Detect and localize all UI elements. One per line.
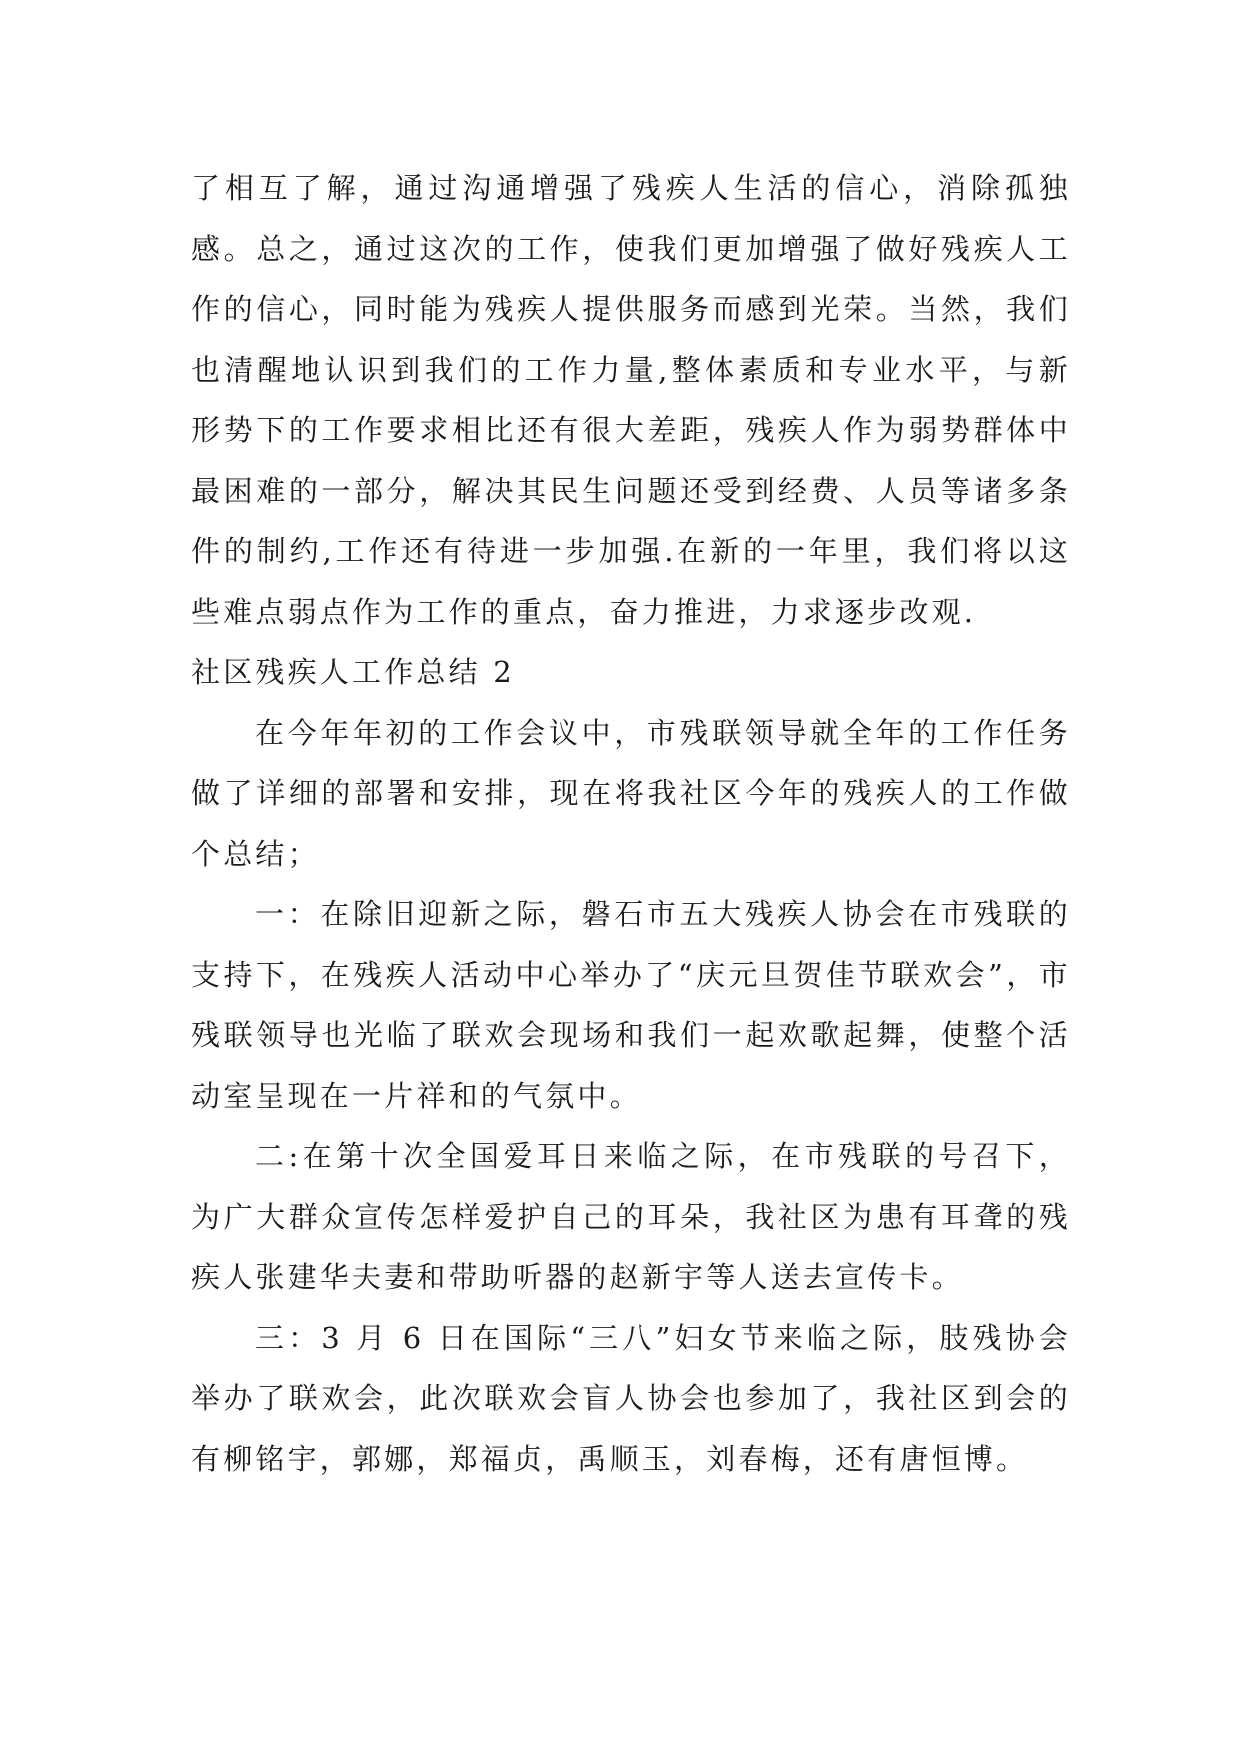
continued-paragraph: 了相互了解，通过沟通增强了残疾人生活的信心，消除孤独感。总之，通过这次的工作，使我们更加增强了做好残疾人工作的信心，同时能为残疾人提供服务而感到光荣。当然，我们也清醒地认识到我们的工作力量,整体素质和专业水平，与新形势下的工作要求相比还有很大差距，残疾人作为弱势群体中最困难的一部分，解决其民生问题还受到经费、人员等诸多条件的制约,工作还有待进一步加强.在新的一年里，我们将以这些难点弱点作为工作的重点，奋力推进，力求逐步改观. xyxy=(191,171,1071,629)
section-title: 社区残疾人工作总结 2 xyxy=(191,655,515,689)
paragraph-item-2: 二:在第十次全国爱耳日来临之际，在市残联的号召下，为广大群众宣传怎样爱护自己的耳朵，我社区为患有耳聋的残疾人张建华夫妻和带助听器的赵新宇等人送去宣传卡。 xyxy=(191,1139,1071,1294)
document-body xyxy=(191,158,1071,1489)
paragraph-item-1: 一：在除旧迎新之际，磐石市五大残疾人协会在市残联的支持下，在残疾人活动中心举办了“庆元旦贺佳节联欢会”，市残联领导也光临了联欢会现场和我们一起欢歌起舞，使整个活动室呈现在一片祥和的气氛中。 xyxy=(191,897,1071,1113)
paragraph-item-3: 三：3 月 6 日在国际“三八”妇女节来临之际，肢残协会举办了联欢会，此次联欢会盲人协会也参加了，我社区到会的有柳铭宇，郭娜，郑福贞，禹顺玉，刘春梅，还有唐恒博。 xyxy=(191,1320,1071,1476)
paragraph-intro: 在今年年初的工作会议中，市残联领导就全年的工作任务做了详细的部署和安排，现在将我社区今年的残疾人的工作做个总结； xyxy=(191,715,1071,871)
